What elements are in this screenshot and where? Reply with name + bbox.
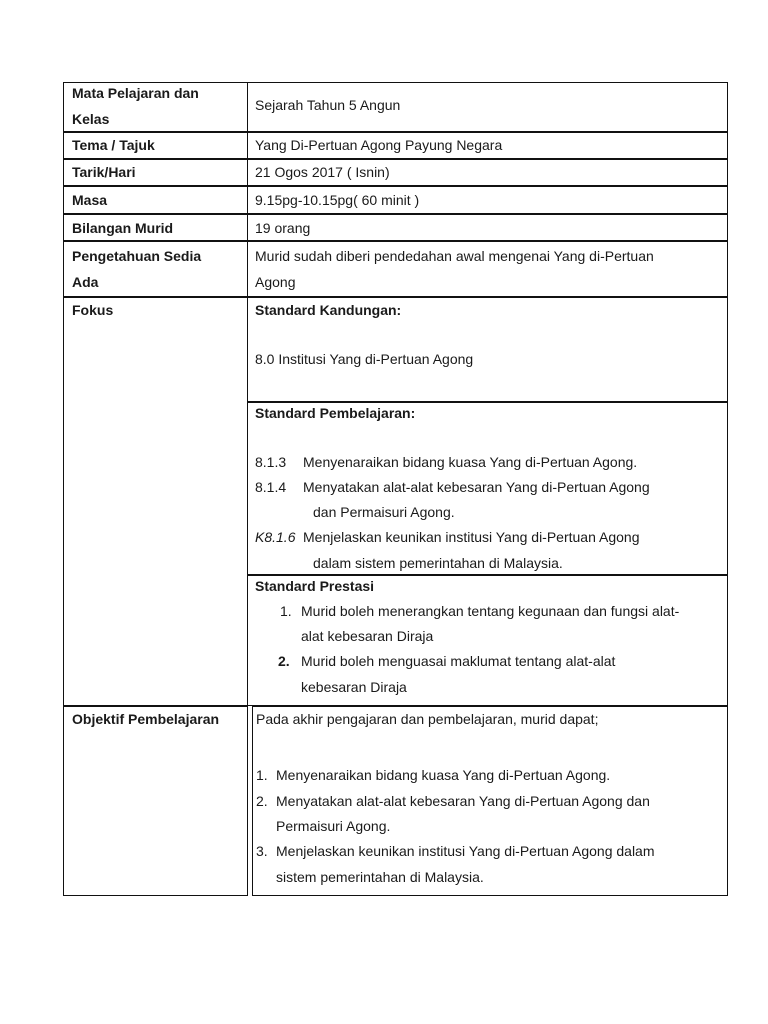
standard-kandungan-item: 8.0 Institusi Yang di-Pertuan Agong — [255, 351, 474, 367]
sp-item-text: Menyatakan alat-alat kebesaran Yang di-Pertuan Agong — [303, 479, 650, 495]
objektif-item-text: Menyenaraikan bidang kuasa Yang di-Pertuan Agong. — [276, 767, 611, 783]
objektif-item-text: Menyatakan alat-alat kebesaran Yang di-Pertuan Agong dan — [276, 793, 650, 809]
sp-item-text-cont: dan Permaisuri Agong. — [313, 504, 455, 520]
row-tarikh — [63, 159, 728, 186]
value-cell — [248, 214, 728, 241]
label-cell — [63, 297, 248, 706]
label-cell — [63, 214, 248, 241]
label-cell — [63, 241, 248, 297]
prestasi-item-num: 1. — [280, 603, 292, 619]
value-cell — [248, 159, 728, 186]
label-bilangan: Bilangan Murid — [72, 220, 174, 236]
standard-pembelajaran-heading: Standard Pembelajaran: — [255, 405, 416, 421]
standard-kandungan-heading: Standard Kandungan: — [255, 302, 402, 318]
prestasi-item-text-cont: alat kebesaran Diraja — [301, 628, 434, 644]
sp-item-code: 8.1.3 — [255, 454, 287, 470]
prestasi-item-text: Murid boleh menerangkan tentang kegunaan dan fungsi alat- — [301, 603, 680, 619]
label-objektif: Objektif Pembelajaran — [72, 711, 220, 727]
row-fokus — [63, 297, 728, 706]
label-cell — [63, 82, 248, 132]
label-masa: Masa — [72, 192, 108, 208]
label-mata-pelajaran-line1: Mata Pelajaran dan — [72, 85, 199, 101]
prestasi-item-text-cont: kebesaran Diraja — [301, 679, 407, 695]
objektif-item-text-cont: Permaisuri Agong. — [276, 818, 391, 834]
standard-prestasi-heading: Standard Prestasi — [255, 578, 375, 594]
standard-kandungan-cell — [248, 297, 728, 403]
lesson-plan-table — [63, 82, 728, 896]
value-cell — [252, 706, 728, 896]
label-pengetahuan-line2: Ada — [72, 274, 99, 290]
value-tema: Yang Di-Pertuan Agong Payung Negara — [255, 137, 503, 153]
value-cell — [248, 82, 728, 132]
value-cell — [248, 186, 728, 214]
label-tema: Tema / Tajuk — [72, 137, 155, 153]
label-fokus: Fokus — [72, 302, 114, 318]
value-bilangan: 19 orang — [255, 220, 311, 236]
label-tarikh: Tarik/Hari — [72, 164, 136, 180]
standard-prestasi-cell — [248, 574, 728, 706]
objektif-item-num: 3. — [256, 843, 268, 859]
row-mata-pelajaran — [63, 82, 728, 132]
sp-item-code: 8.1.4 — [255, 479, 287, 495]
sp-item-text: Menjelaskan keunikan institusi Yang di-Pertuan Agong — [303, 529, 640, 545]
value-mata-pelajaran: Sejarah Tahun 5 Angun — [255, 97, 401, 113]
value-cell — [248, 241, 728, 297]
objektif-item-num: 2. — [256, 793, 268, 809]
row-tema — [63, 132, 728, 159]
objektif-item-text: Menjelaskan keunikan institusi Yang di-Pertuan Agong dalam — [276, 843, 655, 859]
value-cell — [248, 132, 728, 159]
row-objektif — [63, 706, 728, 896]
sp-item-text-cont: dalam sistem pemerintahan di Malaysia. — [313, 555, 563, 571]
value-masa: 9.15pg-10.15pg( 60 minit ) — [255, 192, 420, 208]
label-pengetahuan-line1: Pengetahuan Sedia — [72, 248, 202, 264]
prestasi-item-text: Murid boleh menguasai maklumat tentang alat-alat — [301, 653, 616, 669]
row-bilangan — [63, 214, 728, 241]
objektif-item-text-cont: sistem pemerintahan di Malaysia. — [276, 869, 484, 885]
sp-item-text: Menyenaraikan bidang kuasa Yang di-Pertuan Agong. — [303, 454, 638, 470]
label-cell — [63, 186, 248, 214]
value-pengetahuan-line2: Agong — [255, 274, 296, 290]
value-pengetahuan-line1: Murid sudah diberi pendedahan awal mengenai Yang di-Pertuan — [255, 248, 654, 264]
prestasi-item-num: 2. — [278, 653, 290, 669]
label-cell — [63, 706, 248, 896]
row-masa — [63, 186, 728, 214]
objektif-item-num: 1. — [256, 767, 268, 783]
label-mata-pelajaran-line2: Kelas — [72, 111, 110, 127]
row-pengetahuan — [63, 241, 728, 297]
label-cell — [63, 159, 248, 186]
objektif-intro: Pada akhir pengajaran dan pembelajaran, murid dapat; — [256, 711, 599, 727]
sp-item-code: K8.1.6 — [255, 529, 296, 545]
standard-pembelajaran-cell — [248, 401, 728, 576]
value-tarikh: 21 Ogos 2017 ( Isnin) — [255, 164, 390, 180]
label-cell — [63, 132, 248, 159]
